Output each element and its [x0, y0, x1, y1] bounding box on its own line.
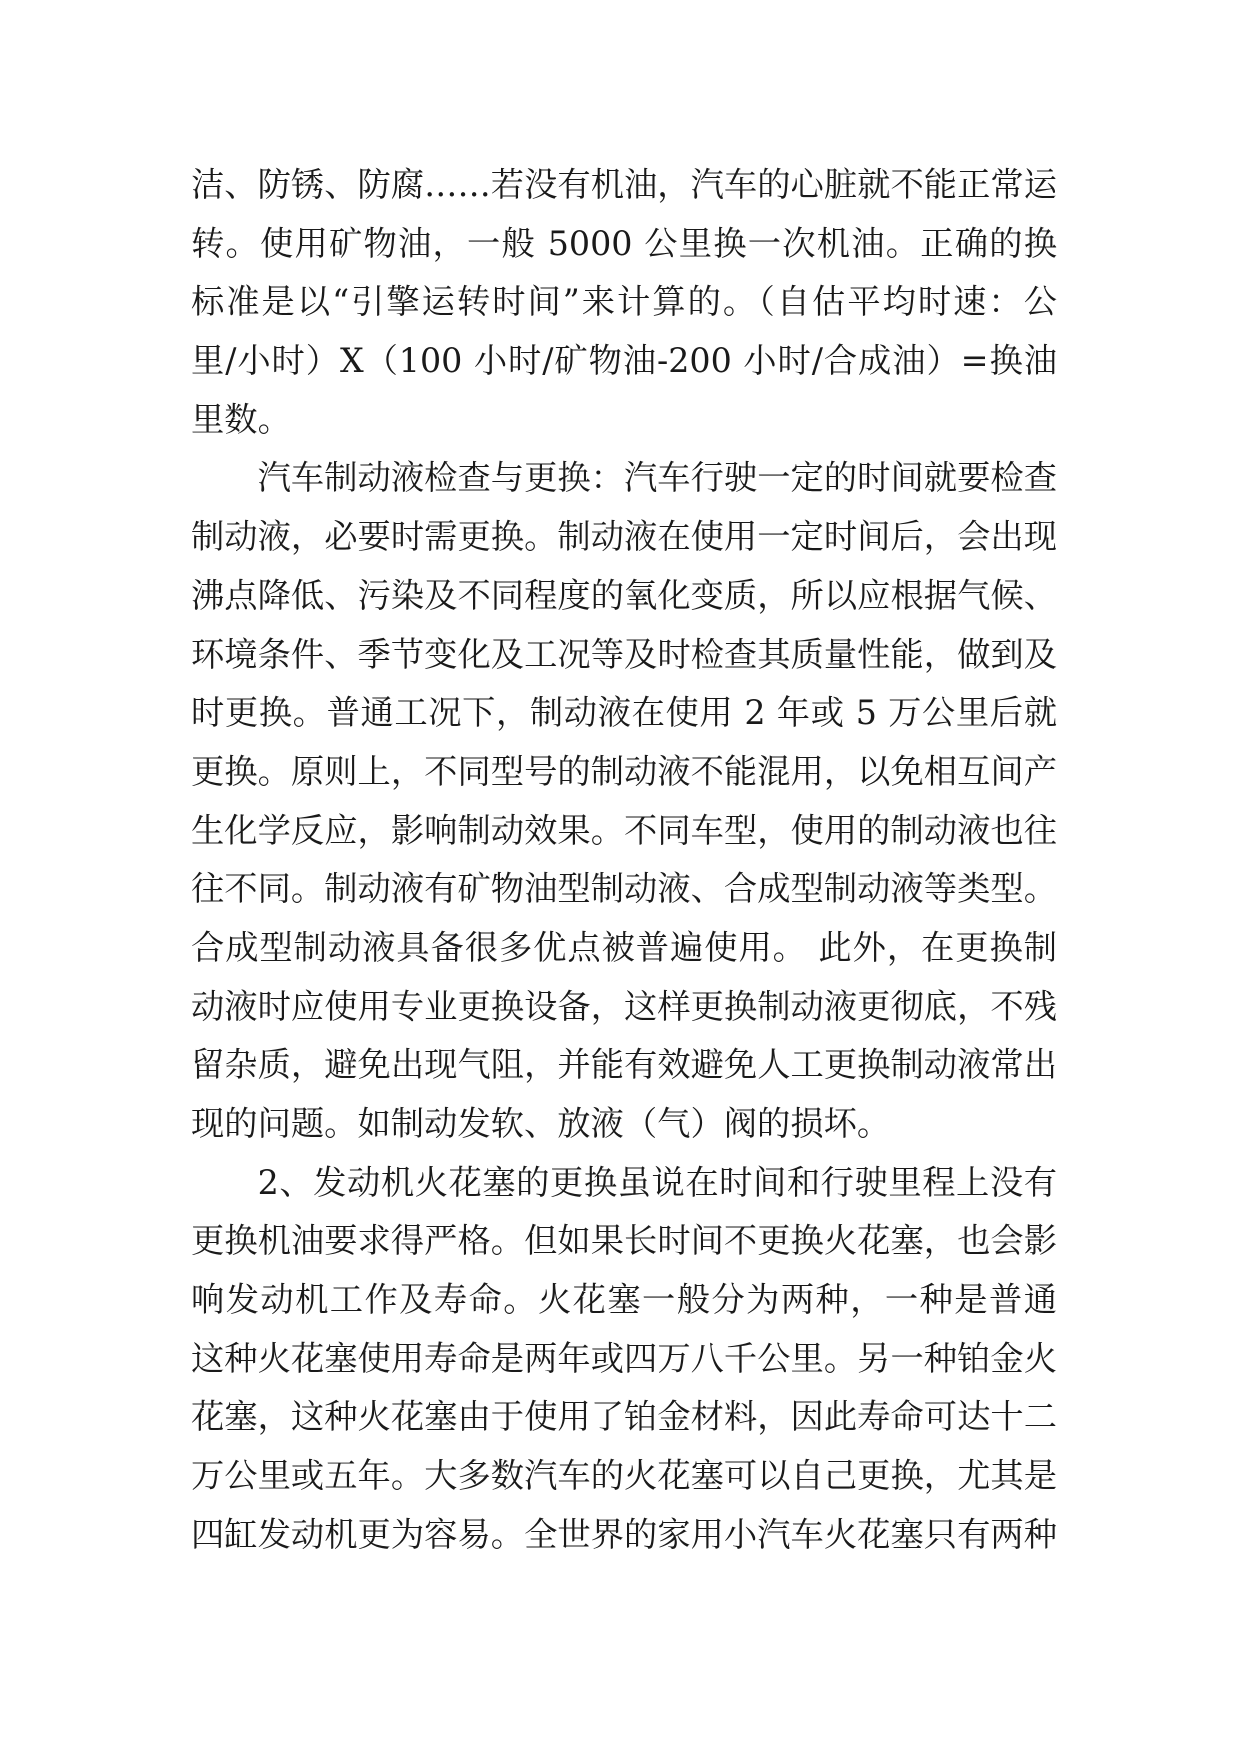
text-line: 合成型制动液具备很多优点被普遍使用。 此外，在更换制	[191, 927, 1057, 967]
text-line: 万公里或五年。大多数汽车的火花塞可以自己更换，尤其是	[191, 1456, 1057, 1496]
text-line: 沸点降低、污染及不同程度的氧化变质，所以应根据气候、	[191, 575, 1057, 615]
text-line: 洁、防锈、防腐……若没有机油，汽车的心脏就不能正常运	[191, 165, 1057, 204]
text-line: 汽车制动液检查与更换：汽车行驶一定的时间就要检查	[257, 458, 1057, 498]
text-line: 更换。原则上，不同型号的制动液不能混用，以免相互间产	[191, 751, 1057, 791]
text-line: 花塞，这种火花塞由于使用了铂金材料，因此寿命可达十二	[191, 1397, 1057, 1437]
text-line: 标准是以“引擎运转时间”来计算的。（自估平均时速：公	[191, 282, 1057, 322]
text-line: 动液时应使用专业更换设备，这样更换制动液更彻底，不残	[191, 986, 1057, 1026]
text-line: 转。使用矿物油，一般 5000 公里换一次机油。正确的换	[191, 223, 1057, 263]
text-line: 留杂质，避免出现气阻，并能有效避免人工更换制动液常出	[191, 1045, 1057, 1085]
text-line: 这种火花塞使用寿命是两年或四万八千公里。另一种铂金火	[191, 1338, 1057, 1378]
text-line: 响发动机工作及寿命。火花塞一般分为两种，一种是普通	[191, 1280, 1057, 1320]
text-line: 环境条件、季节变化及工况等及时检查其质量性能，做到及	[191, 634, 1057, 674]
text-line: 时更换。普通工况下，制动液在使用 2 年或 5 万公里后就	[191, 693, 1057, 733]
text-line: 里数。	[191, 399, 291, 439]
text-line: 里/小时）X（100 小时/矿物油-200 小时/合成油）=换油	[191, 341, 1057, 381]
text-line: 现的问题。如制动发软、放液（气）阀的损坏。	[191, 1104, 891, 1143]
text-line: 四缸发动机更为容易。全世界的家用小汽车火花塞只有两种	[191, 1514, 1057, 1554]
text-line: 更换机油要求得严格。但如果长时间不更换火花塞，也会影	[191, 1221, 1057, 1261]
paragraph-engine-oil	[191, 156, 1057, 449]
text-line: 制动液，必要时需更换。制动液在使用一定时间后，会出现	[191, 517, 1057, 557]
text-line: 2、发动机火花塞的更换虽说在时间和行驶里程上没有	[257, 1162, 1057, 1202]
text-line: 生化学反应，影响制动效果。不同车型，使用的制动液也往	[191, 810, 1057, 850]
paragraph-spark-plug	[191, 1154, 1057, 1565]
paragraph-brake-fluid	[191, 449, 1057, 1153]
document-body	[191, 156, 1057, 1565]
text-line: 往不同。制动液有矿物油型制动液、合成型制动液等类型。	[191, 869, 1057, 909]
